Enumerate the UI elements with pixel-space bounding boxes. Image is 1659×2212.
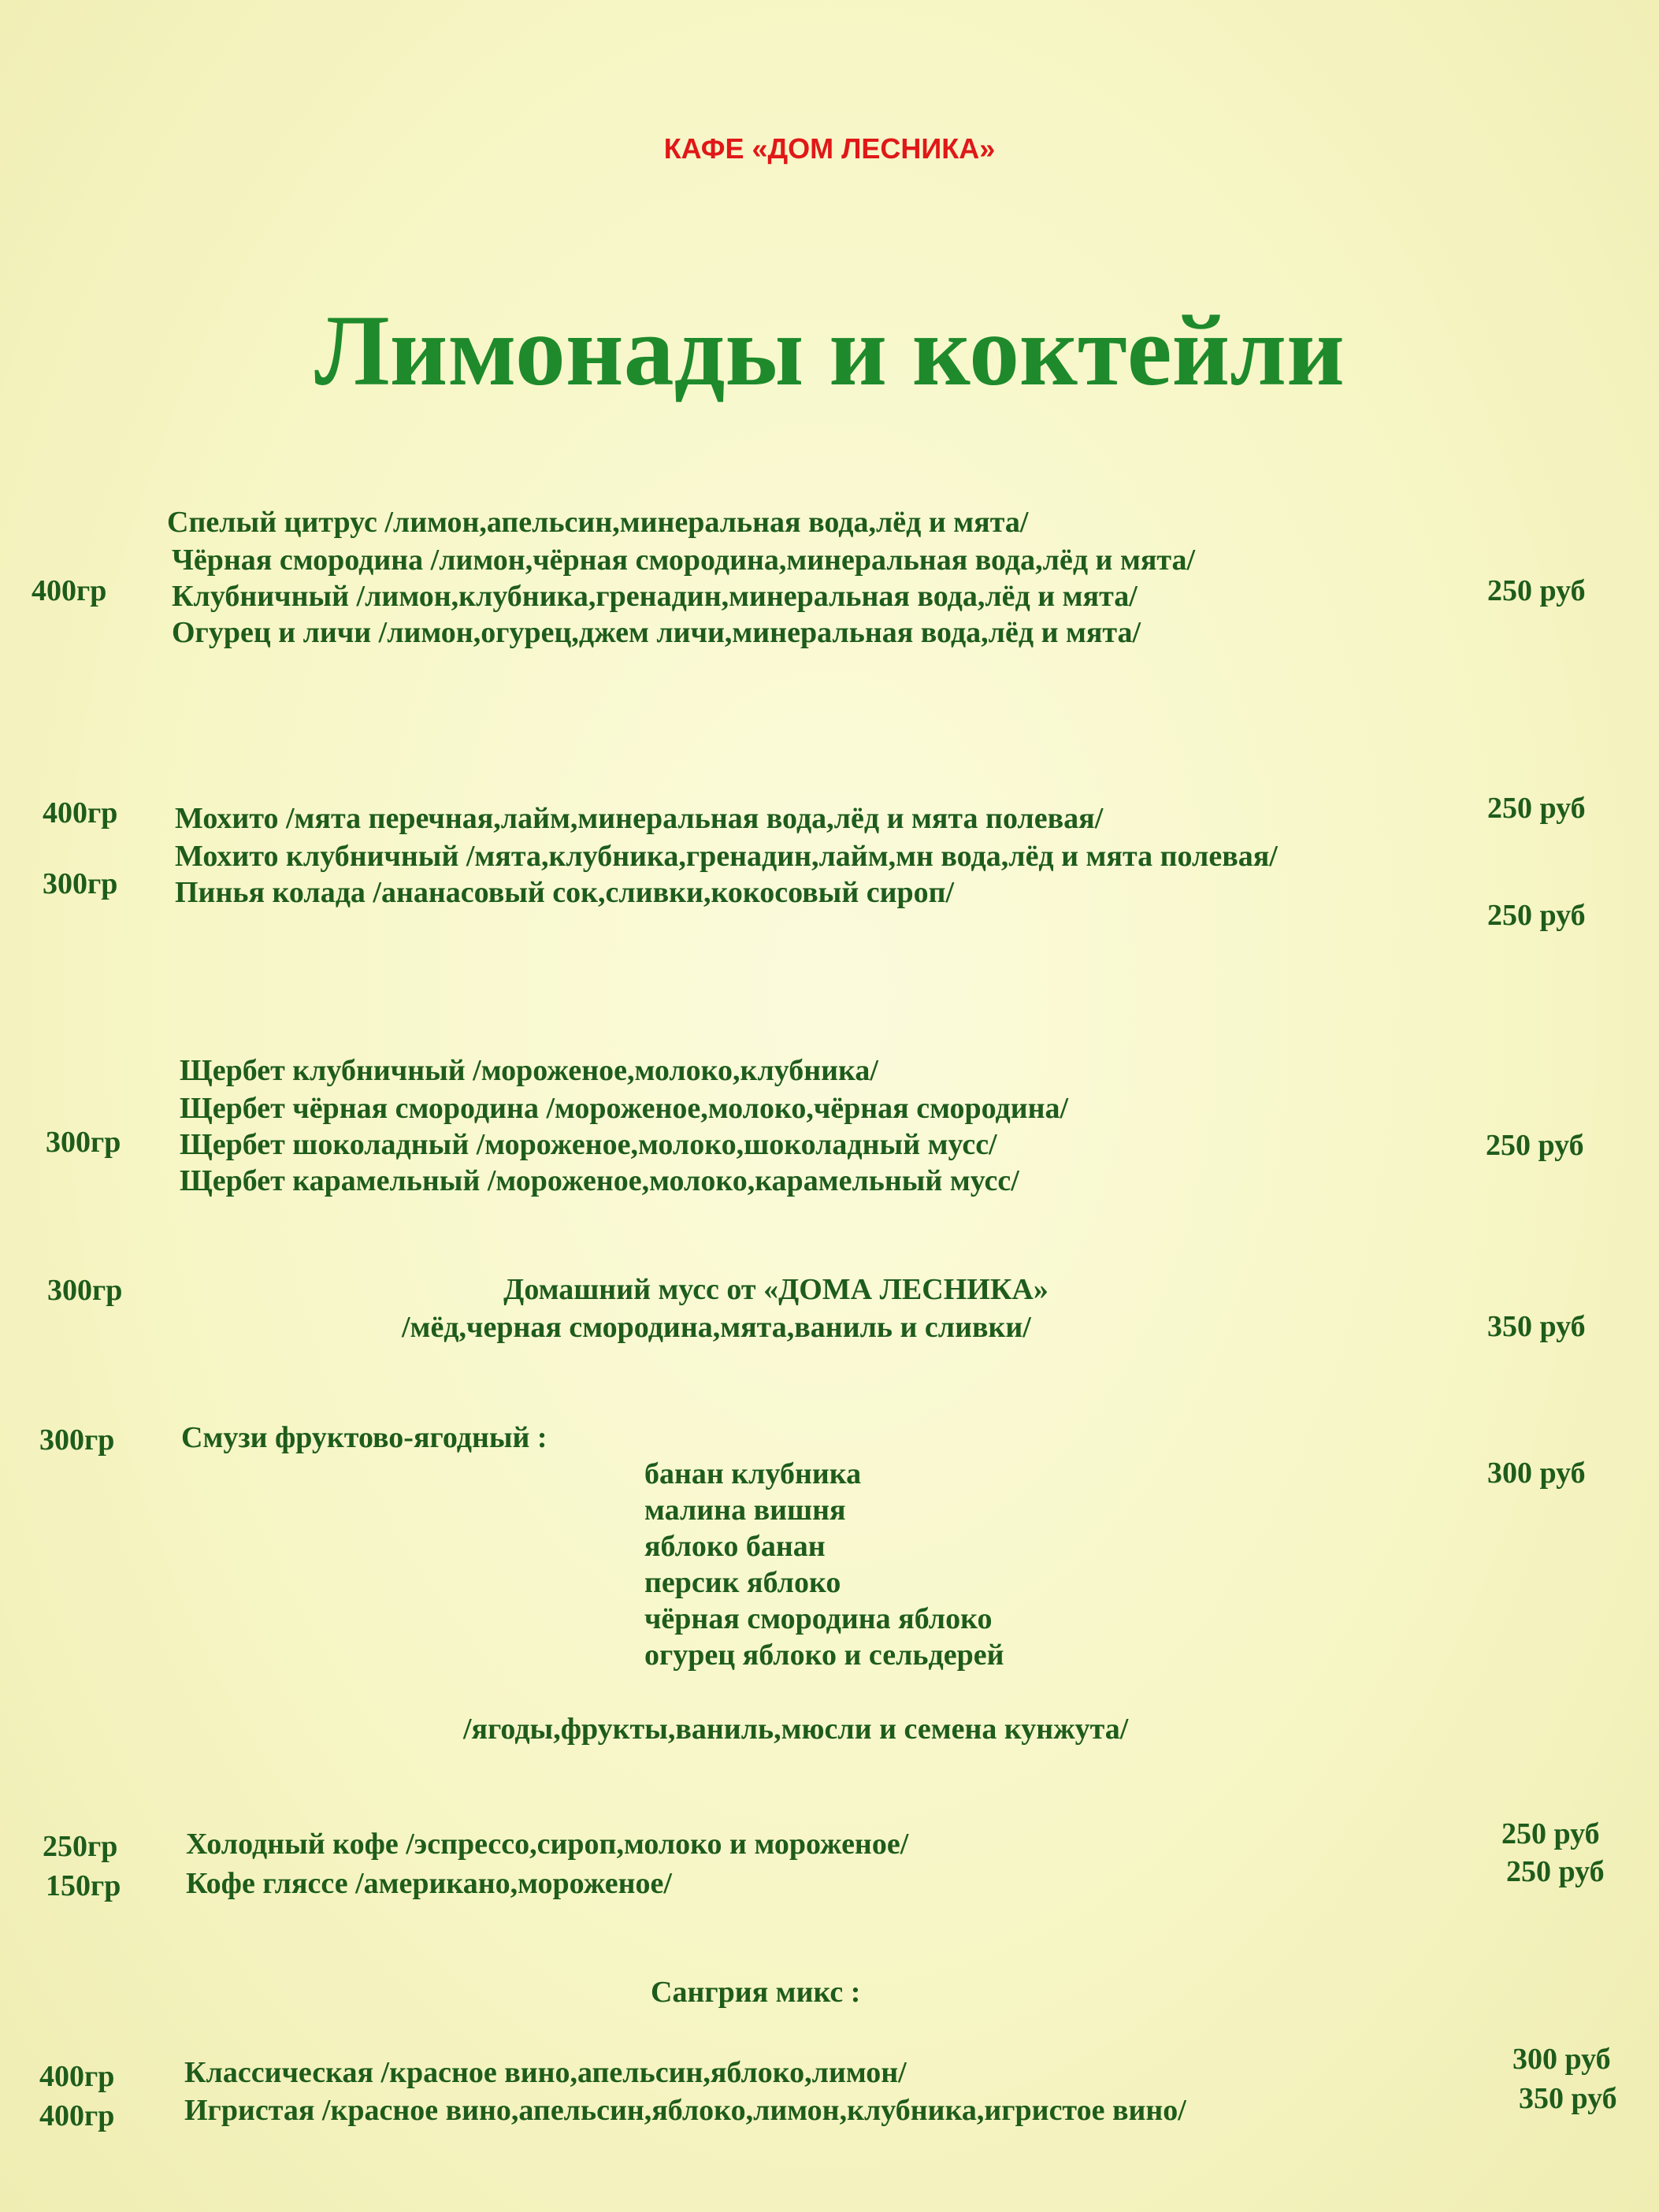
mousse-name: Домашний мусс от «ДОМА ЛЕСНИКА» [503, 1273, 1048, 1306]
menu-item: Классическая /красное вино,апельсин,яблоко,лимон/ [184, 2056, 907, 2089]
smoothie-price: 300 руб [1487, 1457, 1586, 1490]
smoothie-flavor: яблоко банан [644, 1530, 826, 1563]
menu-item: Мохито клубничный /мята,клубника,гренадин,лайм,мн вода,лёд и мята полевая/ [175, 840, 1278, 873]
smoothie-flavor: чёрная смородина яблоко [644, 1602, 993, 1635]
lemonades-price: 250 руб [1487, 574, 1586, 607]
cocktail-price: 250 руб [1487, 792, 1586, 825]
sherbets-weight: 300гр [46, 1126, 121, 1159]
cocktail-weight: 400гр [43, 796, 118, 830]
menu-item: Игристая /красное вино,апельсин,яблоко,лимон,клубника,игристое вино/ [184, 2094, 1186, 2127]
cocktail-weight: 300гр [43, 867, 118, 900]
smoothie-weight: 300гр [39, 1423, 115, 1457]
page-title: Лимонады и коктейли [314, 295, 1345, 406]
coffee-price: 250 руб [1501, 1817, 1600, 1850]
smoothie-flavor: банан клубника [644, 1457, 862, 1490]
cafe-name: КАФЕ «ДОМ ЛЕСНИКА» [663, 132, 996, 165]
smoothie-toppings: /ягоды,фрукты,ваниль,мюсли и семена кунжута/ [463, 1713, 1129, 1746]
sherbets-price: 250 руб [1486, 1129, 1584, 1162]
menu-item: Чёрная смородина /лимон,чёрная смородина,минеральная вода,лёд и мята/ [172, 544, 1196, 577]
coffee-weight: 150гр [46, 1869, 121, 1902]
menu-item: Спелый цитрус /лимон,апельсин,минеральная вода,лёд и мята/ [167, 506, 1029, 539]
smoothie-name: Смузи фруктово-ягодный : [181, 1421, 547, 1454]
cocktail-price: 250 руб [1487, 899, 1586, 932]
lemonades-weight: 400гр [32, 574, 107, 607]
smoothie-flavor: огурец яблоко и сельдерей [644, 1639, 1004, 1672]
sangria-price: 350 руб [1519, 2082, 1617, 2115]
sangria-weight: 400гр [39, 2099, 115, 2132]
menu-item: Мохито /мята перечная,лайм,минеральная вода,лёд и мята полевая/ [175, 802, 1104, 835]
coffee-weight: 250гр [43, 1830, 118, 1863]
menu-item: Кофе гляссе /американо,мороженое/ [186, 1867, 672, 1900]
sangria-weight: 400гр [39, 2060, 115, 2093]
menu-item: Щербет карамельный /мороженое,молоко,карамельный мусс/ [180, 1164, 1019, 1197]
mousse-price: 350 руб [1487, 1310, 1586, 1343]
coffee-price: 250 руб [1506, 1855, 1605, 1888]
mousse-weight: 300гр [47, 1274, 123, 1307]
menu-item: Щербет клубничный /мороженое,молоко,клубника/ [180, 1054, 878, 1087]
menu-item: Щербет шоколадный /мороженое,молоко,шоколадный мусс/ [180, 1128, 997, 1161]
menu-item: Пинья колада /ананасовый сок,сливки,кокосовый сироп/ [175, 876, 955, 909]
smoothie-flavor: персик яблоко [644, 1566, 841, 1599]
sangria-price: 300 руб [1512, 2043, 1611, 2076]
menu-item: Щербет чёрная смородина /мороженое,молоко,чёрная смородина/ [180, 1092, 1069, 1125]
sangria-heading: Сангрия микс : [651, 1976, 861, 2009]
menu-item: Холодный кофе /эспрессо,сироп,молоко и мороженое/ [186, 1828, 909, 1861]
smoothie-flavor: малина вишня [644, 1494, 846, 1527]
menu-item: Огурец и личи /лимон,огурец,джем личи,минеральная вода,лёд и мята/ [172, 616, 1141, 649]
mousse-ingredients: /мёд,черная смородина,мята,ваниль и сливки/ [402, 1311, 1031, 1344]
menu-item: Клубничный /лимон,клубника,гренадин,минеральная вода,лёд и мята/ [172, 580, 1138, 613]
